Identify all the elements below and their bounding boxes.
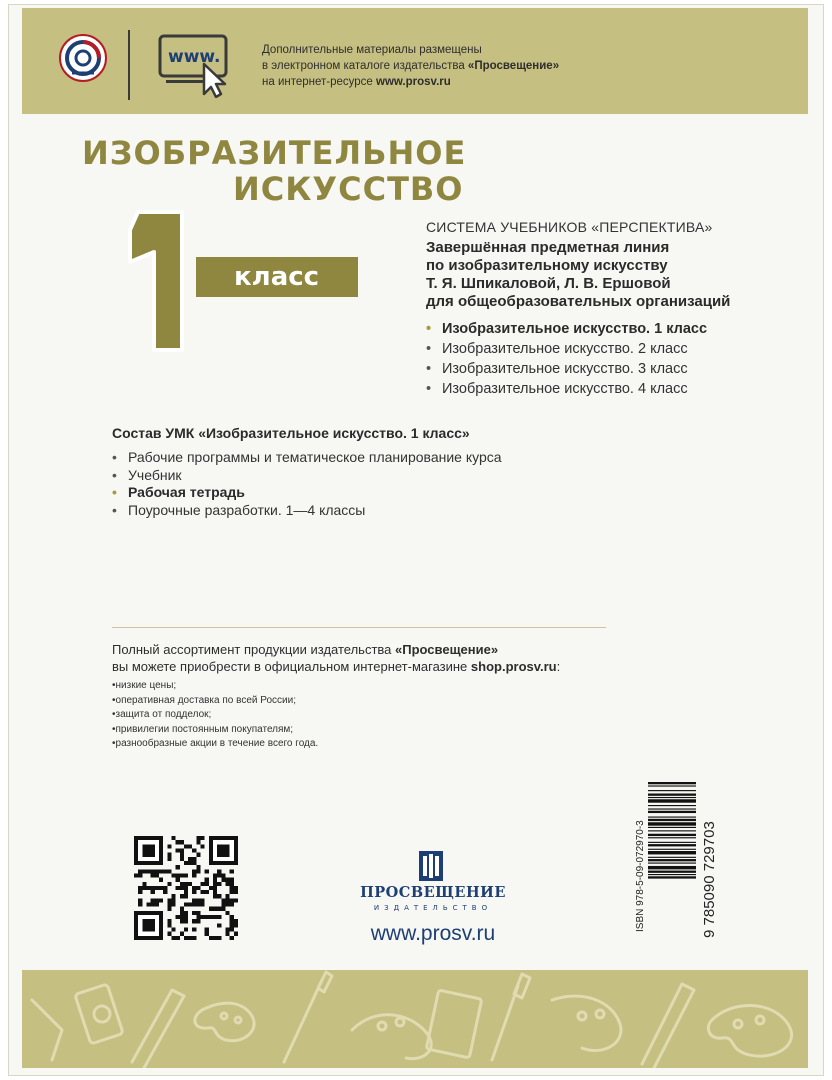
publisher-name: ПРОСВЕЩЕНИЕ <box>360 884 506 901</box>
umk-item: • Рабочая тетрадь <box>112 484 612 502</box>
shop-url: shop.prosv.ru <box>470 659 557 674</box>
series-desc-line: по изобразительному искусству <box>426 257 668 274</box>
shop-benefit: •привилегии постоянным покупателям; <box>112 723 294 735</box>
title-line1: ИЗОБРАЗИТЕЛЬНОЕ <box>82 134 467 172</box>
top-divider <box>128 30 130 100</box>
prosveshchenie-logo-icon <box>418 850 444 882</box>
series-desc-line: Завершённая предметная линия <box>426 239 670 256</box>
umk-item: • Поурочные разработки. 1—4 классы <box>112 502 612 520</box>
paper-icon <box>426 990 482 1058</box>
qr-code-icon <box>134 836 238 940</box>
series-desc-line: Т. Я. Шпикаловой, Л. В. Ершовой <box>426 275 671 292</box>
www-browser-icon <box>158 34 238 98</box>
umk-item: • Рабочие программы и тематическое планирование курса <box>112 449 612 467</box>
shop-line2: вы можете приобрести в официальном интернет-магазине <box>112 659 471 674</box>
umk-title: Состав УМК «Изобразительное искусство. 1 класс» <box>112 425 470 441</box>
shop-benefits-list <box>112 679 632 752</box>
palette-icon <box>552 996 621 1050</box>
umk-item: • Учебник <box>112 467 612 485</box>
series-item: • Изобразительное искусство. 4 класс <box>426 379 806 399</box>
palette-icon <box>352 1015 431 1059</box>
top-note-line2: в электронном каталоге издательства <box>262 60 468 72</box>
palette-icon <box>708 1005 791 1056</box>
series-list <box>426 319 806 399</box>
umk-list <box>112 449 612 519</box>
title-line2: ИСКУССТВО <box>233 170 464 208</box>
isbn-text: ISBN 978-5-09-072970-3 <box>635 820 646 932</box>
shop-benefit: •разнообразные акции в течение всего года. <box>112 738 319 750</box>
grade-label: класс <box>196 257 358 297</box>
fgos-logo-icon <box>58 33 108 83</box>
publisher-url: www.prosv.ru <box>370 922 496 945</box>
shop-publisher: «Просвещение» <box>395 642 499 657</box>
shop-block <box>112 641 632 752</box>
top-note-publisher: «Просвещение» <box>467 60 560 72</box>
series-item: • Изобразительное искусство. 1 класс <box>426 319 806 339</box>
top-note-url: www.prosv.ru <box>376 76 451 88</box>
umk-block <box>112 425 612 519</box>
series-item: • Изобразительное искусство. 2 класс <box>426 339 806 359</box>
bottom-band <box>22 970 808 1068</box>
series-name: СИСТЕМА УЧЕБНИКОВ «ПЕРСПЕКТИВА» <box>426 219 713 235</box>
top-note-line3: на интернет-ресурсе <box>262 76 377 88</box>
top-note <box>262 42 662 90</box>
shop-benefit: •оперативная доставка по всей России; <box>112 694 296 706</box>
grade-number <box>124 204 194 354</box>
section-divider <box>112 627 606 628</box>
isbn-barcode <box>634 780 718 940</box>
series-item: • Изобразительное искусство. 3 класс <box>426 359 806 379</box>
series-block <box>426 219 806 399</box>
pencil-sharpener-icon <box>32 1000 62 1060</box>
sharpener-icon <box>75 984 123 1044</box>
shop-benefit: •защита от подделок; <box>112 709 212 721</box>
publisher-subtitle: ИЗДАТЕЛЬСТВО <box>373 904 493 912</box>
pencil-icon <box>132 990 184 1068</box>
www-label: www. <box>168 47 221 67</box>
shop-colon: : <box>556 659 561 674</box>
svg-text:1: 1 <box>124 204 125 205</box>
series-desc-line: для общеобразовательных организаций <box>426 293 731 310</box>
palette-icon <box>195 1003 254 1041</box>
pencil-icon <box>642 984 694 1068</box>
shop-benefit: •низкие цены; <box>112 680 177 691</box>
brush-icon <box>284 980 322 1062</box>
top-note-line1: Дополнительные материалы размещены <box>262 44 482 56</box>
series-description <box>426 239 806 311</box>
shop-line1: Полный ассортимент продукции издательства <box>112 642 396 657</box>
barcode-digits: 9 785090 729703 <box>701 821 718 938</box>
art-tools-pattern <box>22 970 808 1068</box>
brush-icon <box>492 986 518 1060</box>
